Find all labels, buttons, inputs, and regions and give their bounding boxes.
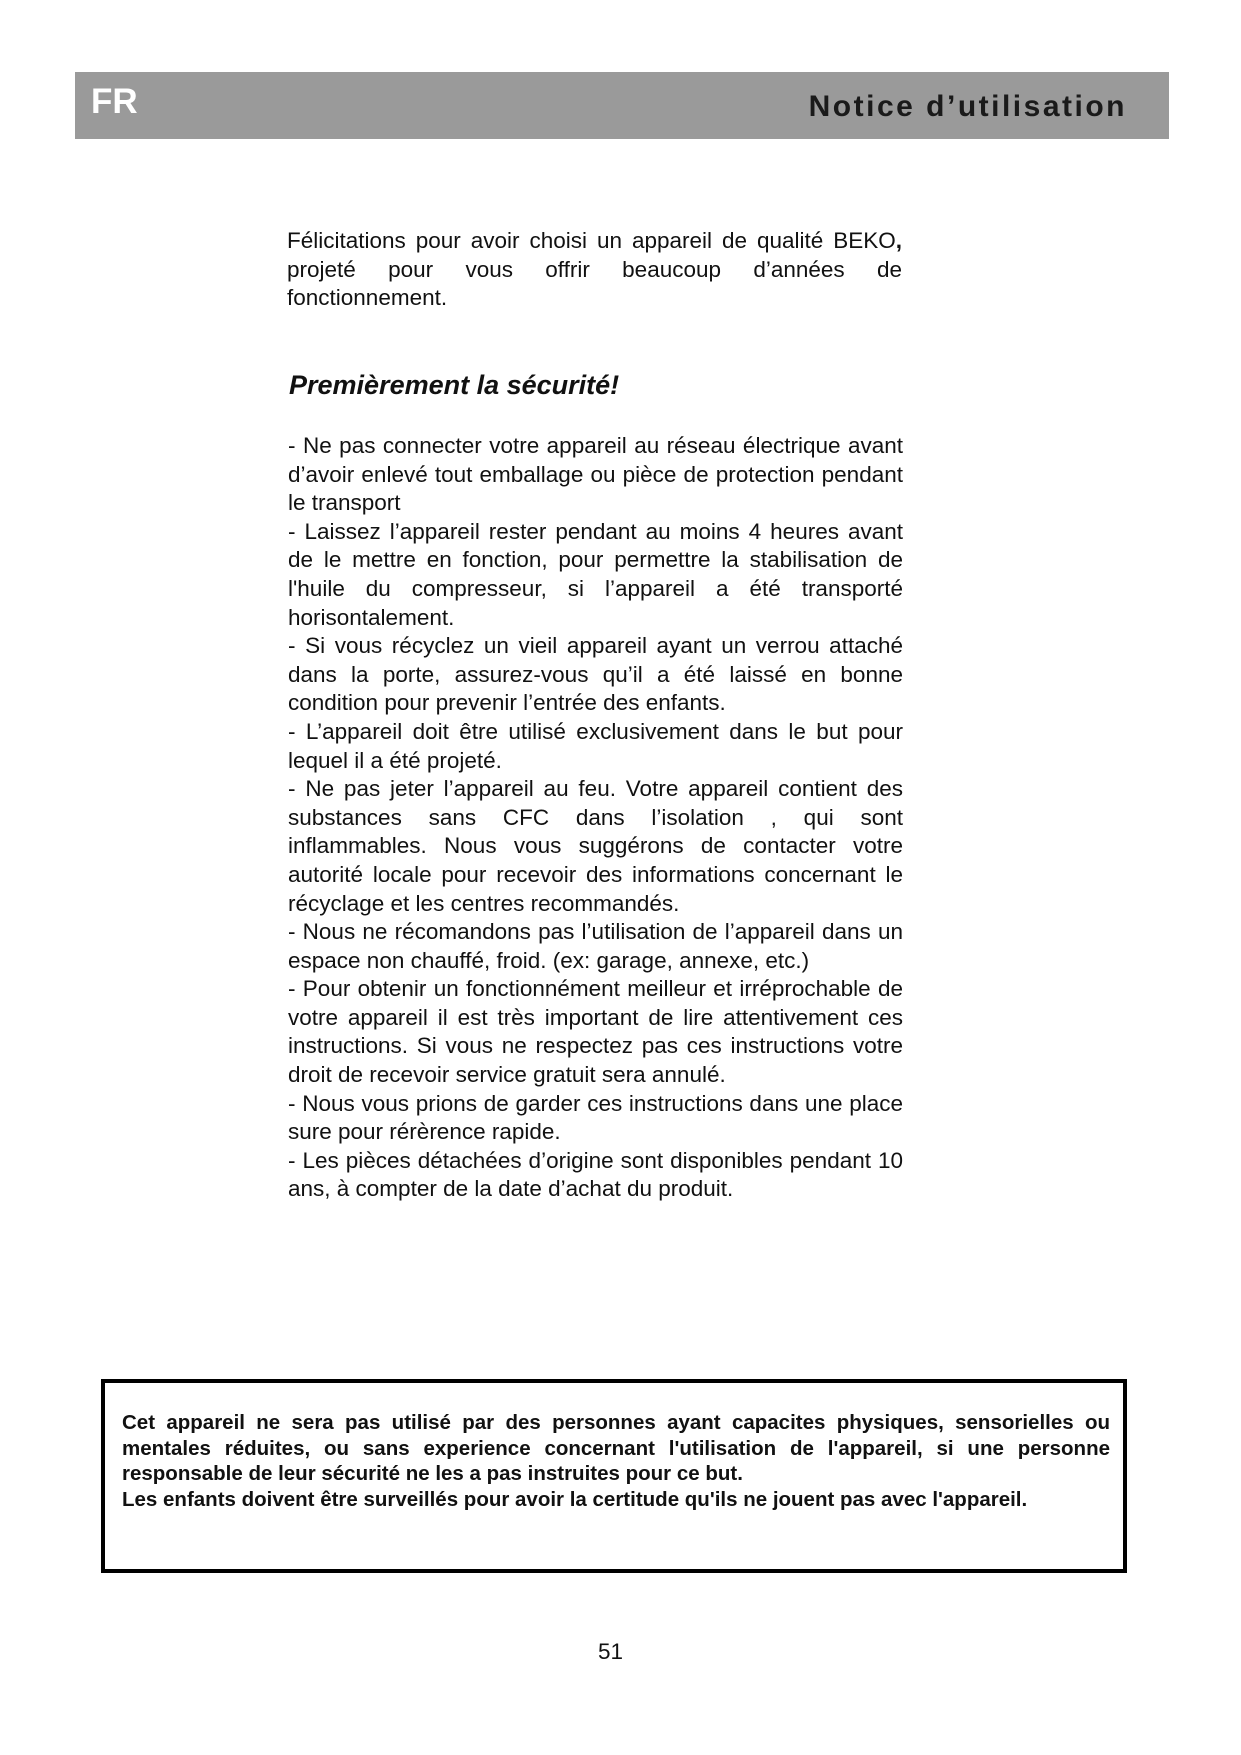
warning-text (122, 1410, 1110, 1512)
safety-instructions-list (288, 432, 903, 1204)
safety-item: - Ne pas connecter votre appareil au réseau électrique avant d’avoir enlevé tout emballage ou pièce de protection pendant le transport (288, 433, 903, 516)
safety-item: - L’appareil doit être utilisé exclusivement dans le but pour lequel il a été projeté. (288, 718, 903, 773)
intro-text-end: projeté pour vous offrir beaucoup d’années de fonctionnement. (287, 256, 902, 311)
page-number: 51 (597, 1639, 624, 1664)
safety-item: - Ne pas jeter l’appareil au feu. Votre appareil contient des substances sans CFC dans l’isolation , qui sont inflammables. Nous vous suggérons de contacter votre autorité locale pour recevoir des informations concernant le récyclage et les centres recommandés. (288, 776, 903, 916)
warning-box (101, 1379, 1127, 1573)
intro-paragraph (287, 227, 902, 313)
safety-item: - Nous ne récomandons pas l’utilisation de l’appareil dans un espace non chauffé, froid. (ex: garage, annexe, etc.) (288, 919, 903, 973)
header-band (75, 72, 1169, 139)
brand-name: BEKO (833, 228, 896, 253)
warning-paragraph-children: Les enfants doivent être surveillés pour avoir la certitude qu'ils ne jouent pas avec l'appareil. (122, 1487, 1028, 1511)
intro-text-start: Félicitations pour avoir choisi un appareil de qualité (287, 228, 834, 253)
language-code: FR (91, 82, 138, 121)
safety-item: - Les pièces détachées d’origine sont disponibles pendant 10 ans, à compter de la date d’achat du produit. (288, 1147, 903, 1202)
brand-comma: , (895, 228, 902, 253)
warning-paragraph-disabilities: Cet appareil ne sera pas utilisé par des personnes ayant capacites physiques, sensorielles ou mentales réduites, ou sans experience concernant l'utilisation de l'appareil, si une personne responsable de leur sécurité ne les a pas instruites pour ce but. (122, 1411, 1110, 1486)
safety-item: - Pour obtenir un fonctionnément meilleur et irréprochable de votre appareil il est très important de lire attentivement ces instructions. Si vous ne respectez pas ces instructions votre droit de recevoir service gratuit sera annulé. (288, 976, 903, 1088)
document-title: Notice d’utilisation (808, 90, 1127, 123)
safety-heading: Premièrement la sécurité! (289, 370, 620, 400)
safety-item: - Laissez l’appareil rester pendant au moins 4 heures avant de le mettre en fonction, pour permettre la stabilisation de l'huile du compresseur, si l’appareil a été transporté horisontalement. (288, 518, 903, 630)
safety-item: - Nous vous prions de garder ces instructions dans une place sure pour rérèrence rapide. (288, 1090, 903, 1145)
safety-item: - Si vous récyclez un vieil appareil ayant un verrou attaché dans la porte, assurez-vous qu’il a été laissé en bonne condition pour prevenir l’entrée des enfants. (288, 633, 903, 716)
